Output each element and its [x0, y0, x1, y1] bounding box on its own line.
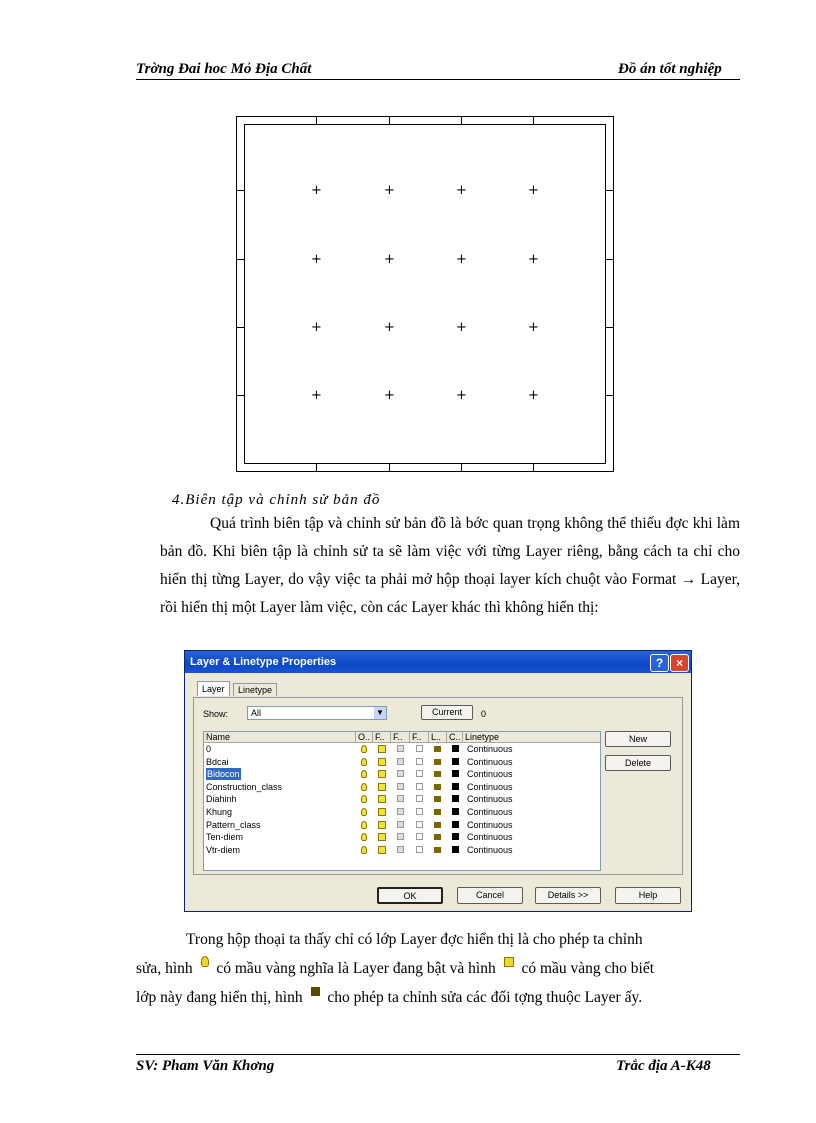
frame-tick	[606, 395, 614, 396]
freeze-vp-icon[interactable]	[397, 783, 404, 790]
frame-tick	[533, 464, 534, 472]
layer-name: Diahinh	[206, 794, 237, 805]
col-freeze-new[interactable]: F..	[410, 732, 429, 743]
lock-icon[interactable]	[434, 746, 441, 752]
paragraph-2-line-1	[186, 926, 746, 954]
bulb-icon[interactable]	[361, 770, 367, 778]
col-color[interactable]: C..	[447, 732, 463, 743]
current-layer-value: 0	[481, 709, 487, 719]
bulb-icon[interactable]	[361, 783, 367, 791]
header-right: Đồ án tốt nghiệp	[618, 61, 722, 77]
freeze-new-icon[interactable]	[416, 758, 423, 765]
grid-cross: +	[456, 252, 467, 267]
layer-name: 0	[206, 744, 212, 754]
bulb-icon	[201, 956, 209, 967]
sun-icon[interactable]	[378, 770, 386, 778]
lock-icon[interactable]	[434, 771, 441, 777]
frame-tick	[461, 464, 462, 472]
freeze-vp-icon[interactable]	[397, 808, 404, 815]
map-frame-inner	[244, 124, 606, 464]
layer-list[interactable]	[203, 731, 601, 871]
col-linetype[interactable]: Linetype	[463, 732, 601, 743]
layer-name: Khung	[206, 807, 233, 817]
layer-linetype[interactable]: Continuous	[467, 832, 513, 843]
layer-linetype[interactable]: Continuous	[467, 807, 513, 817]
freeze-vp-icon[interactable]	[397, 846, 404, 853]
new-button[interactable]: New	[605, 731, 671, 747]
bulb-icon[interactable]	[361, 846, 367, 854]
paragraph-1: Quá trình biên tập và chỉnh sử bản đồ là bớc quan trọng không thể thiếu đợc khi làm bản đồ. Khi biên tập là chỉnh sử ta sẽ làm việc với từng Layer riêng, bằng cách ta chỉ cho hiển thị từng Layer, do vậy việc ta phải mở hộp thoại layer kích chuột vào Format → Layer, rồi hiển thị một Layer làm việc, còn các Layer khác thì không hiển thị:	[160, 515, 740, 616]
layer-row[interactable]	[204, 768, 600, 781]
color-swatch[interactable]	[452, 795, 459, 802]
lock-icon[interactable]	[434, 809, 441, 815]
freeze-vp-icon[interactable]	[397, 745, 404, 752]
paragraph-2-line-2	[136, 955, 746, 983]
color-swatch[interactable]	[452, 846, 459, 853]
freeze-new-icon[interactable]	[416, 846, 423, 853]
freeze-new-icon[interactable]	[416, 808, 423, 815]
sun-icon[interactable]	[378, 808, 386, 816]
header-left: Trờng Đai hoc Mỏ Địa Chất	[136, 61, 312, 77]
sun-icon	[504, 957, 514, 967]
layer-linetype-dialog	[184, 650, 692, 912]
paragraph-2-line-1-text: Trong hộp thoại ta thấy chỉ có lớp Layer đợc hiển thị là cho phép ta chỉnh	[186, 931, 643, 948]
sun-icon[interactable]	[378, 758, 386, 766]
show-select-value: All	[251, 708, 262, 718]
tab-layer[interactable]: Layer	[197, 681, 230, 696]
current-button[interactable]: Current	[421, 705, 473, 720]
ok-button[interactable]: OK	[377, 887, 443, 904]
lock-icon[interactable]	[434, 784, 441, 790]
freeze-new-icon[interactable]	[416, 833, 423, 840]
frame-tick	[606, 190, 614, 191]
freeze-vp-icon[interactable]	[397, 770, 404, 777]
freeze-new-icon[interactable]	[416, 745, 423, 752]
frame-tick	[606, 327, 614, 328]
layer-row[interactable]	[204, 806, 600, 819]
lock-icon[interactable]	[434, 847, 441, 853]
col-freeze-vp[interactable]: F..	[391, 732, 410, 743]
col-freeze[interactable]: F..	[373, 732, 391, 743]
grid-cross: +	[384, 252, 395, 267]
grid-cross: +	[528, 252, 539, 267]
layer-row[interactable]	[204, 793, 600, 806]
footer-left: SV: Pham Văn Khơng	[136, 1058, 275, 1074]
bulb-icon[interactable]	[361, 808, 367, 816]
grid-cross: +	[384, 183, 395, 198]
layer-name: Vtr-diem	[206, 844, 241, 855]
freeze-vp-icon[interactable]	[397, 795, 404, 802]
grid-cross: +	[456, 320, 467, 335]
frame-tick	[389, 116, 390, 124]
paragraph-2-line-3-b: cho phép ta chỉnh sửa các đối tợng thuộc Layer ấy.	[327, 989, 643, 1006]
bulb-icon[interactable]	[361, 821, 367, 829]
dialog-title: Layer & Linetype Properties	[190, 656, 337, 668]
color-swatch[interactable]	[452, 758, 459, 765]
freeze-vp-icon[interactable]	[397, 821, 404, 828]
sun-icon[interactable]	[378, 821, 386, 829]
tab-linetype[interactable]: Linetype	[233, 683, 277, 696]
frame-tick	[316, 464, 317, 472]
layer-linetype[interactable]: Continuous	[467, 819, 513, 830]
paragraph-2-line-2-b: có mầu vàng nghĩa là Layer đang bật và hình	[216, 960, 496, 977]
layer-row[interactable]	[204, 819, 600, 832]
details-button[interactable]: Details >>	[535, 887, 601, 904]
freeze-new-icon[interactable]	[416, 795, 423, 802]
color-swatch[interactable]	[452, 783, 459, 790]
delete-button[interactable]: Delete	[605, 755, 671, 771]
layer-row[interactable]	[204, 781, 600, 794]
frame-tick	[236, 395, 244, 396]
col-name[interactable]: Name	[204, 732, 356, 743]
frame-tick	[236, 327, 244, 328]
frame-tick	[236, 190, 244, 191]
lock-icon[interactable]	[434, 759, 441, 765]
header-rule	[136, 79, 740, 80]
freeze-vp-icon[interactable]	[397, 833, 404, 840]
sun-icon[interactable]	[378, 795, 386, 803]
frame-tick	[389, 464, 390, 472]
lock-icon[interactable]	[434, 834, 441, 840]
layer-row[interactable]	[204, 831, 600, 844]
paragraph-2-line-3-a: lớp này đang hiển thị, hình	[136, 989, 303, 1006]
layer-row[interactable]	[204, 844, 600, 857]
sun-icon[interactable]	[378, 745, 386, 753]
layer-row[interactable]	[204, 756, 600, 769]
help-title-button[interactable]: ?	[650, 654, 669, 672]
bulb-icon[interactable]	[361, 758, 367, 766]
lock-icon[interactable]	[434, 822, 441, 828]
frame-tick	[316, 116, 317, 124]
layer-linetype[interactable]: Continuous	[467, 756, 513, 767]
layer-linetype[interactable]: Continuous	[467, 769, 513, 780]
layer-linetype[interactable]: Continuous	[467, 744, 513, 754]
grid-cross: +	[311, 183, 322, 198]
grid-cross: +	[311, 388, 322, 403]
frame-tick	[606, 259, 614, 260]
layer-linetype[interactable]: Continuous	[467, 794, 513, 805]
color-swatch[interactable]	[452, 833, 459, 840]
color-swatch[interactable]	[452, 770, 459, 777]
paragraph-2-line-3	[136, 984, 746, 1012]
sun-icon[interactable]	[378, 846, 386, 854]
layer-linetype[interactable]: Continuous	[467, 844, 513, 855]
layer-name: Bdcai	[206, 756, 229, 767]
grid-cross: +	[456, 388, 467, 403]
color-swatch[interactable]	[452, 821, 459, 828]
chevron-down-icon: ▼	[374, 707, 386, 719]
grid-cross: +	[311, 252, 322, 267]
frame-tick	[461, 116, 462, 124]
lock-icon	[311, 987, 320, 996]
grid-cross: +	[384, 320, 395, 335]
grid-cross: +	[384, 388, 395, 403]
frame-tick	[236, 259, 244, 260]
close-title-button[interactable]: ×	[670, 654, 689, 672]
show-select[interactable]	[247, 706, 387, 720]
freeze-vp-icon[interactable]	[397, 758, 404, 765]
bulb-icon[interactable]	[361, 833, 367, 841]
paragraph-2-line-2-c: có mầu vàng cho biết	[521, 960, 655, 977]
show-label: Show:	[203, 709, 229, 719]
freeze-new-icon[interactable]	[416, 821, 423, 828]
bulb-icon[interactable]	[361, 745, 367, 753]
layer-name: Ten-diem	[206, 832, 244, 843]
layer-row[interactable]	[204, 743, 600, 756]
grid-cross: +	[528, 183, 539, 198]
sun-icon[interactable]	[378, 833, 386, 841]
col-lock[interactable]: L..	[429, 732, 447, 743]
color-swatch[interactable]	[452, 745, 459, 752]
grid-cross: +	[311, 320, 322, 335]
section-heading: 4.Biên tập và chỉnh sử bản đồ	[172, 492, 381, 508]
frame-tick	[533, 116, 534, 124]
grid-cross: +	[528, 388, 539, 403]
footer-rule	[136, 1054, 740, 1055]
lock-icon[interactable]	[434, 796, 441, 802]
layer-name: Bidocon	[207, 769, 240, 780]
freeze-new-icon[interactable]	[416, 783, 423, 790]
paragraph-2-line-2-a: sửa, hình	[136, 960, 193, 977]
sun-icon[interactable]	[378, 783, 386, 791]
help-button[interactable]: Help	[615, 887, 681, 904]
footer-right: Trắc địa A-K48	[616, 1058, 711, 1074]
layer-name: Construction_class	[206, 781, 283, 792]
grid-cross: +	[456, 183, 467, 198]
freeze-new-icon[interactable]	[416, 770, 423, 777]
col-on[interactable]: O..	[356, 732, 373, 743]
bulb-icon[interactable]	[361, 795, 367, 803]
grid-cross: +	[528, 320, 539, 335]
layer-name: Pattern_class	[206, 819, 261, 830]
color-swatch[interactable]	[452, 808, 459, 815]
layer-linetype[interactable]: Continuous	[467, 781, 513, 792]
cancel-button[interactable]: Cancel	[457, 887, 523, 904]
